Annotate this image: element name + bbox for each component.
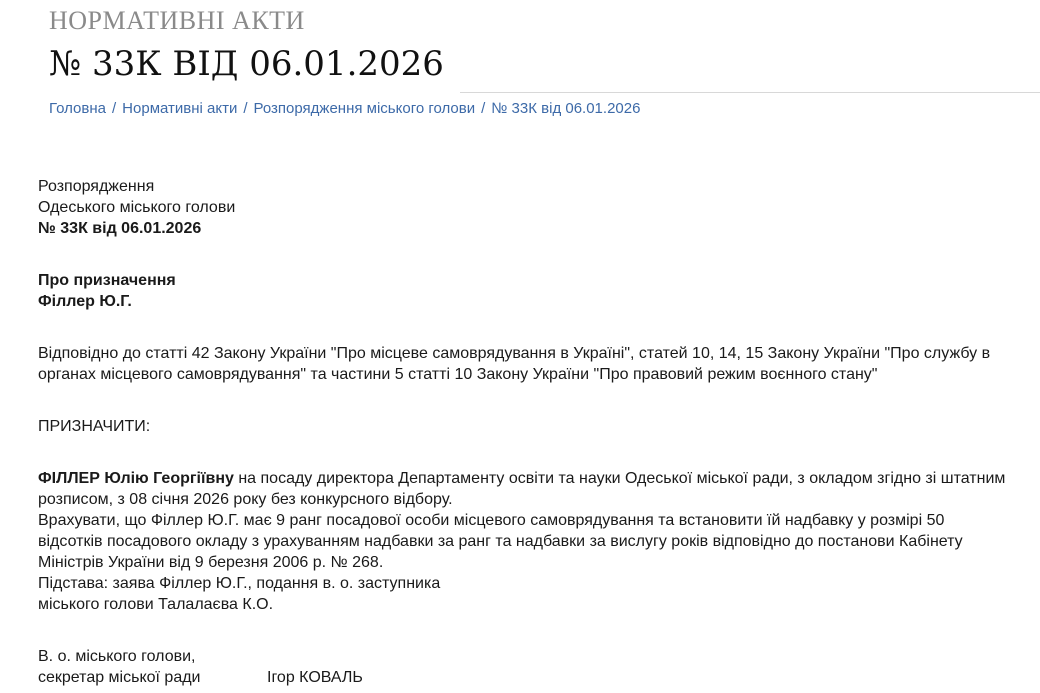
breadcrumb	[49, 100, 640, 117]
breadcrumb-separator: /	[243, 100, 248, 117]
doc-type: Розпорядження	[38, 178, 155, 195]
page-title: № 33К ВІД 06.01.2026	[49, 44, 444, 84]
document-body	[38, 176, 1008, 688]
signer-position: секретар міської ради	[38, 669, 201, 686]
appointee-name: ФІЛЛЕР Юлію Георгіївну	[38, 470, 234, 487]
doc-basis: Підстава: заява Філлер Ю.Г., подання в. о. заступника	[38, 575, 441, 592]
doc-appointment	[38, 468, 1008, 489]
appointment-text: розписом, з 08 січня 2026 року без конкурсного відбору.	[38, 491, 453, 508]
breadcrumb-separator: /	[481, 100, 486, 117]
doc-rank-clause: Міністрів України від 9 березня 2006 р. № 268.	[38, 554, 384, 571]
doc-basis: міського голови Талалаєва К.О.	[38, 596, 274, 613]
appointment-text: на посаду директора Департаменту освіти та науки Одеської міської ради, з окладом згідно зі штатним	[233, 470, 1006, 487]
breadcrumb-normative-acts-link[interactable]: Нормативні акти	[122, 100, 238, 117]
signer-name: Ігор КОВАЛЬ	[267, 669, 363, 686]
doc-rank-clause: відсотків посадового окладу з урахуванням надбавки за ранг та надбавки за вислугу років відповідно до постанови Кабінету	[38, 533, 963, 550]
breadcrumb-home-link[interactable]: Головна	[49, 100, 106, 117]
doc-preamble: Відповідно до статті 42 Закону України "Про місцеве самоврядування в Україні", статей 10, 14, 15 Закону України "Про службу в	[38, 345, 991, 362]
signer-position: В. о. міського голови,	[38, 648, 196, 665]
signature-row	[38, 667, 1008, 688]
doc-subject: Про призначення	[38, 272, 176, 289]
doc-decree-word: ПРИЗНАЧИТИ:	[38, 418, 151, 435]
doc-issuer: Одеського міського голови	[38, 199, 236, 216]
doc-rank-clause: Врахувати, що Філлер Ю.Г. має 9 ранг посадової особи місцевого самоврядування та встановити їй надбавку у розмірі 50	[38, 512, 945, 529]
breadcrumb-separator: /	[112, 100, 117, 117]
section-label: НОРМАТИВНІ АКТИ	[49, 6, 305, 35]
title-divider	[460, 92, 1040, 93]
doc-subject-person: Філлер Ю.Г.	[38, 293, 132, 310]
doc-preamble: органах місцевого самоврядування" та частини 5 статті 10 Закону України "Про правовий режим воєнного стану"	[38, 366, 878, 383]
breadcrumb-mayor-orders-link[interactable]: Розпорядження міського голови	[253, 100, 476, 117]
breadcrumb-current-document-link[interactable]: № 33К від 06.01.2026	[491, 100, 641, 117]
doc-number: № 33К від 06.01.2026	[38, 220, 202, 237]
